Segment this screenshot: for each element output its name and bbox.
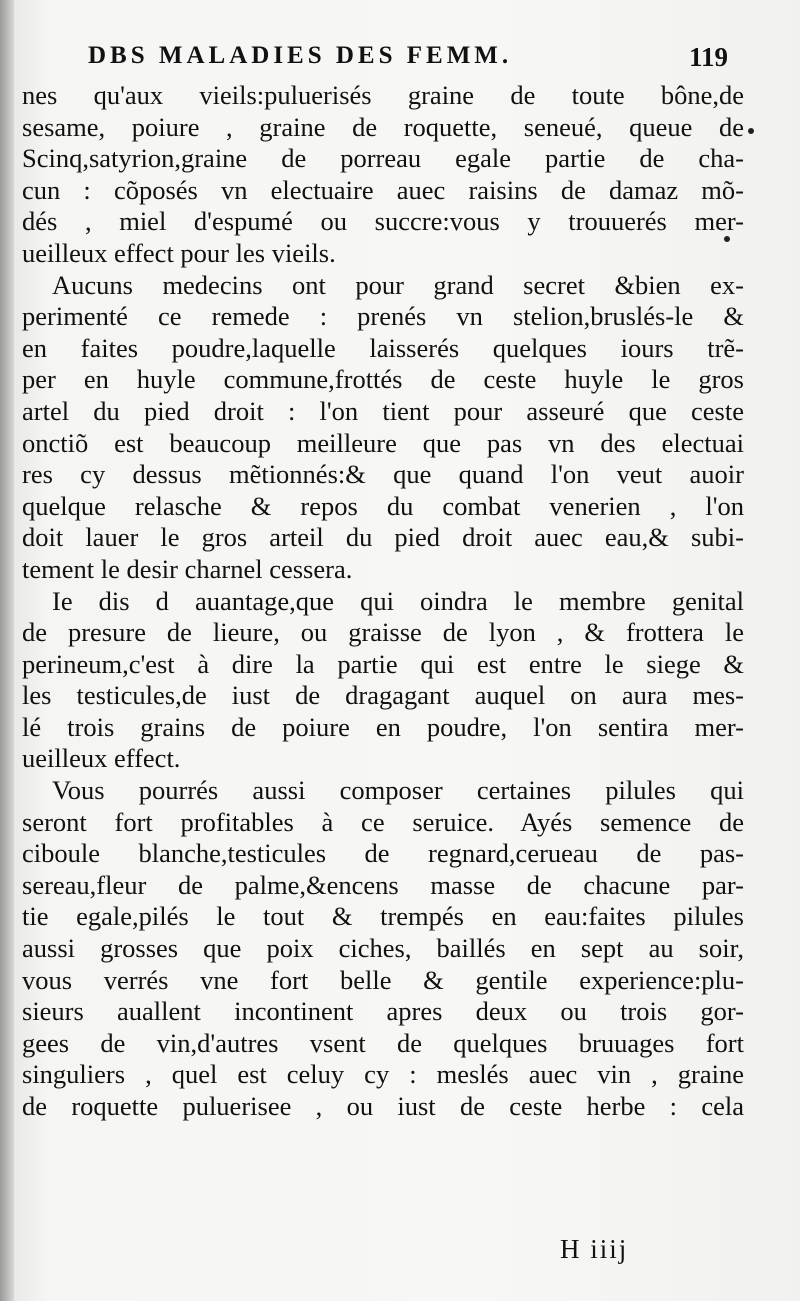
text-line: per en huyle commune,frottés de ceste huyle le gros	[22, 364, 744, 395]
text-line: perimenté ce remede : prenés vn stelion,bruslés-le &	[22, 301, 744, 332]
text-line: dés , miel d'espumé ou succre:vous y trouuerés mer-	[22, 206, 744, 237]
text-line: seront fort profitables à ce seruice. Ayés semence de	[22, 806, 744, 837]
page-number: 119	[688, 42, 728, 72]
text-line: ciboule blanche,testicules de regnard,cerueau de pas-	[22, 838, 744, 869]
text-line: quelque relasche & repos du combat venerien , l'on	[22, 490, 744, 521]
text-line: de roquette puluerisee , ou iust de ceste herbe : cela	[22, 1091, 744, 1121]
text-line: aussi grosses que poix ciches, baillés en sept au soir,	[22, 933, 744, 964]
text-line: ueilleux effect.	[22, 743, 181, 774]
text-line: onctiõ est beaucoup meilleure que pas vn des electuai	[22, 427, 744, 458]
page-gutter-shadow	[0, 0, 14, 1301]
text-line: sesame, poiure , graine de roquette, seneué, queue de	[22, 111, 744, 142]
text-line: les testicules,de iust de dragagant auquel on aura mes-	[22, 680, 744, 711]
paragraph-first-line: Vous pourrés aussi composer certaines pilules qui	[52, 775, 744, 806]
page-footer	[560, 1234, 628, 1265]
paragraph-first-line: Aucuns medecins ont pour grand secret &bien ex-	[52, 269, 744, 300]
text-line: res cy dessus mẽtionnés:& que quand l'on veut auoir	[22, 459, 744, 490]
text-line: lé trois grains de poiure en poudre, l'on sentira mer-	[22, 711, 744, 742]
text-line: de presure de lieure, ou graisse de lyon , & frottera le	[22, 617, 744, 648]
text-line: singuliers , quel est celuy cy : meslés auec vin , graine	[22, 1059, 744, 1090]
text-line: vous verrés vne fort belle & gentile experience:plu-	[22, 964, 744, 995]
text-line: ueilleux effect pour les vieils.	[22, 237, 336, 268]
text-block	[22, 80, 744, 1123]
text-line: artel du pied droit : l'on tient pour asseuré que ceste	[22, 395, 744, 426]
running-head: DBS MALADIES DES FEMM.	[88, 42, 513, 69]
text-line: en faites poudre,laquelle laisserés quelques iours trẽ-	[22, 332, 744, 363]
margin-dot	[748, 128, 754, 134]
text-line: Scinq,satyrion,graine de porreau egale partie de cha-	[22, 143, 744, 174]
text-line: perineum,c'est à dire la partie qui est entre le siege &	[22, 648, 744, 679]
page-header	[88, 42, 728, 82]
text-line: gees de vin,d'autres vsent de quelques bruuages fort	[22, 1027, 744, 1058]
paragraph-first-line: Ie dis d auantage,que qui oindra le membre genital	[52, 585, 744, 616]
text-line: sieurs auallent incontinent apres deux ou trois gor-	[22, 996, 744, 1027]
text-line: nes qu'aux vieils:puluerisés graine de toute bône,de	[22, 80, 744, 110]
text-line: cun : cõposés vn electuaire auec raisins de damaz mõ-	[22, 174, 744, 205]
signature-mark: H iiij	[560, 1234, 629, 1264]
text-line: sereau,fleur de palme,&encens masse de chacune par-	[22, 869, 744, 900]
text-line: tement le desir charnel cessera.	[22, 553, 353, 584]
text-line: doit lauer le gros arteil du pied droit auec eau,& subi-	[22, 522, 744, 553]
margin-dot	[724, 236, 730, 242]
text-line: tie egale,pilés le tout & trempés en eau:faites pilules	[22, 901, 744, 932]
